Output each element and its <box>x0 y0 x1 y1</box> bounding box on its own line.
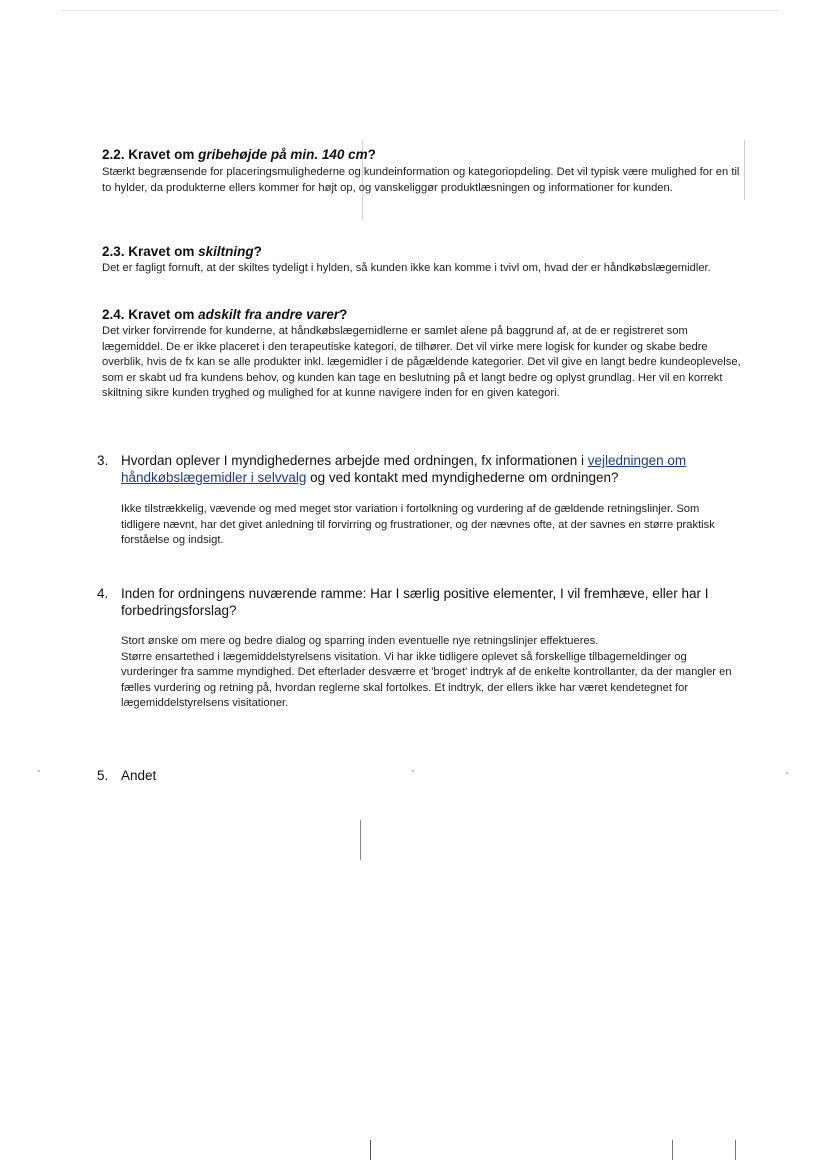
section-2-2-body: Stærkt begrænsende for placeringsmulighederne og kundeinformation og kategoriopdeling. Det vil typisk være mulighed for en til to hylder, da produkterne ellers kommer for højt op, og vanskeliggør produktlæsningen og informationer for kunden. <box>102 166 740 194</box>
question-3-text: Hvordan oplever I myndighedernes arbejde med ordningen, fx informationen i vejledningen om håndkøbslægemidler i selvvalg og ved kontakt med myndighederne om ordningen? <box>121 453 687 485</box>
section-number: 2.3. <box>102 244 125 259</box>
scan-line <box>735 1140 736 1160</box>
section-2-3-heading: 2.3. Kravet om skiltning? <box>102 244 262 259</box>
question-5-number: 5. <box>97 768 109 783</box>
section-number: 2.4. <box>102 307 125 322</box>
section-2-2-heading: 2.2. Kravet om gribehøjde på min. 140 cm? <box>102 147 376 162</box>
section-2-4-heading: 2.4. Kravet om adskilt fra andre varer? <box>102 307 348 322</box>
question-3-answer: Ikke tilstrækkelig, vævende og med meget stor variation i fortolkning og vurdering af de gældende retningslinjer. Som tidligere nævnt, har det givet anledning til forvirring og frustrationer, og der nævnes ofte, at der savnes en større praktisk forståelse og indsigt. <box>121 503 715 547</box>
guidance-link[interactable]: vejledningen om håndkøbslægemidler i selvvalg <box>121 453 687 485</box>
scan-line <box>744 140 745 200</box>
scan-line <box>370 1140 371 1160</box>
question-4-answer <box>121 634 741 712</box>
scan-dot <box>786 772 788 774</box>
section-number: 2.2. <box>102 147 125 162</box>
question-3-number: 3. <box>97 453 109 468</box>
question-4-text: Inden for ordningens nuværende ramme: Har I særlig positive elementer, I vil fremhæve, eller har I forbedringsforslag? <box>121 586 709 618</box>
section-2-3-body: Det er fagligt fornuft, at der skiltes tydeligt i hylden, så kunden ikke kan komme i tvivl om, hvad der er håndkøbslægemidler. <box>102 262 711 274</box>
answer-paragraph: Større ensartethed i lægemiddelstyrelsens visitation. Vi har ikke tidligere oplevet så forskellige tilbagemeldinger og vurderinger fra samme myndighed. Det efterlader desværre et 'broget' indtryk af de enkelte kontrollanter, da der mangler en fælles vurdering og retning på, hvordan reglerne skal fortolkes. Et indtryk, der ellers ikke har været kendetegnet for lægemiddelstyrelsens visitationer. <box>121 650 732 710</box>
scan-line <box>360 820 361 860</box>
scan-line <box>672 1140 673 1160</box>
question-4-number: 4. <box>97 586 109 601</box>
scan-top-edge <box>60 10 780 11</box>
question-5-text: Andet <box>121 768 157 783</box>
answer-paragraph: Stort ønske om mere og bedre dialog og sparring inden eventuelle nye retningslinjer effektueres. <box>121 635 599 647</box>
section-2-4-body: Det virker forvirrende for kunderne, at håndkøbslægemidlerne er samlet alene på baggrund af, at de er registreret som lægemiddel. De er ikke placeret i den terapeutiske kategori, de tilhører. Det vil virke mere logisk for kunder og skabe bedre overblik, hvis de fx kan se alle produkter inkl. lægemidler i de pågældende kategorier. Det vil give en langt bedre kundeoplevelse, som er skabt ud fra kundens behov, og kunden kan tage en beslutning på et langt bedre og oplyst grundlag. Her vil en korrekt skiltning sikre kunden tryghed og mulighed for at kunne navigere inden for en given kategori. <box>102 325 741 400</box>
scan-dot <box>38 770 40 772</box>
